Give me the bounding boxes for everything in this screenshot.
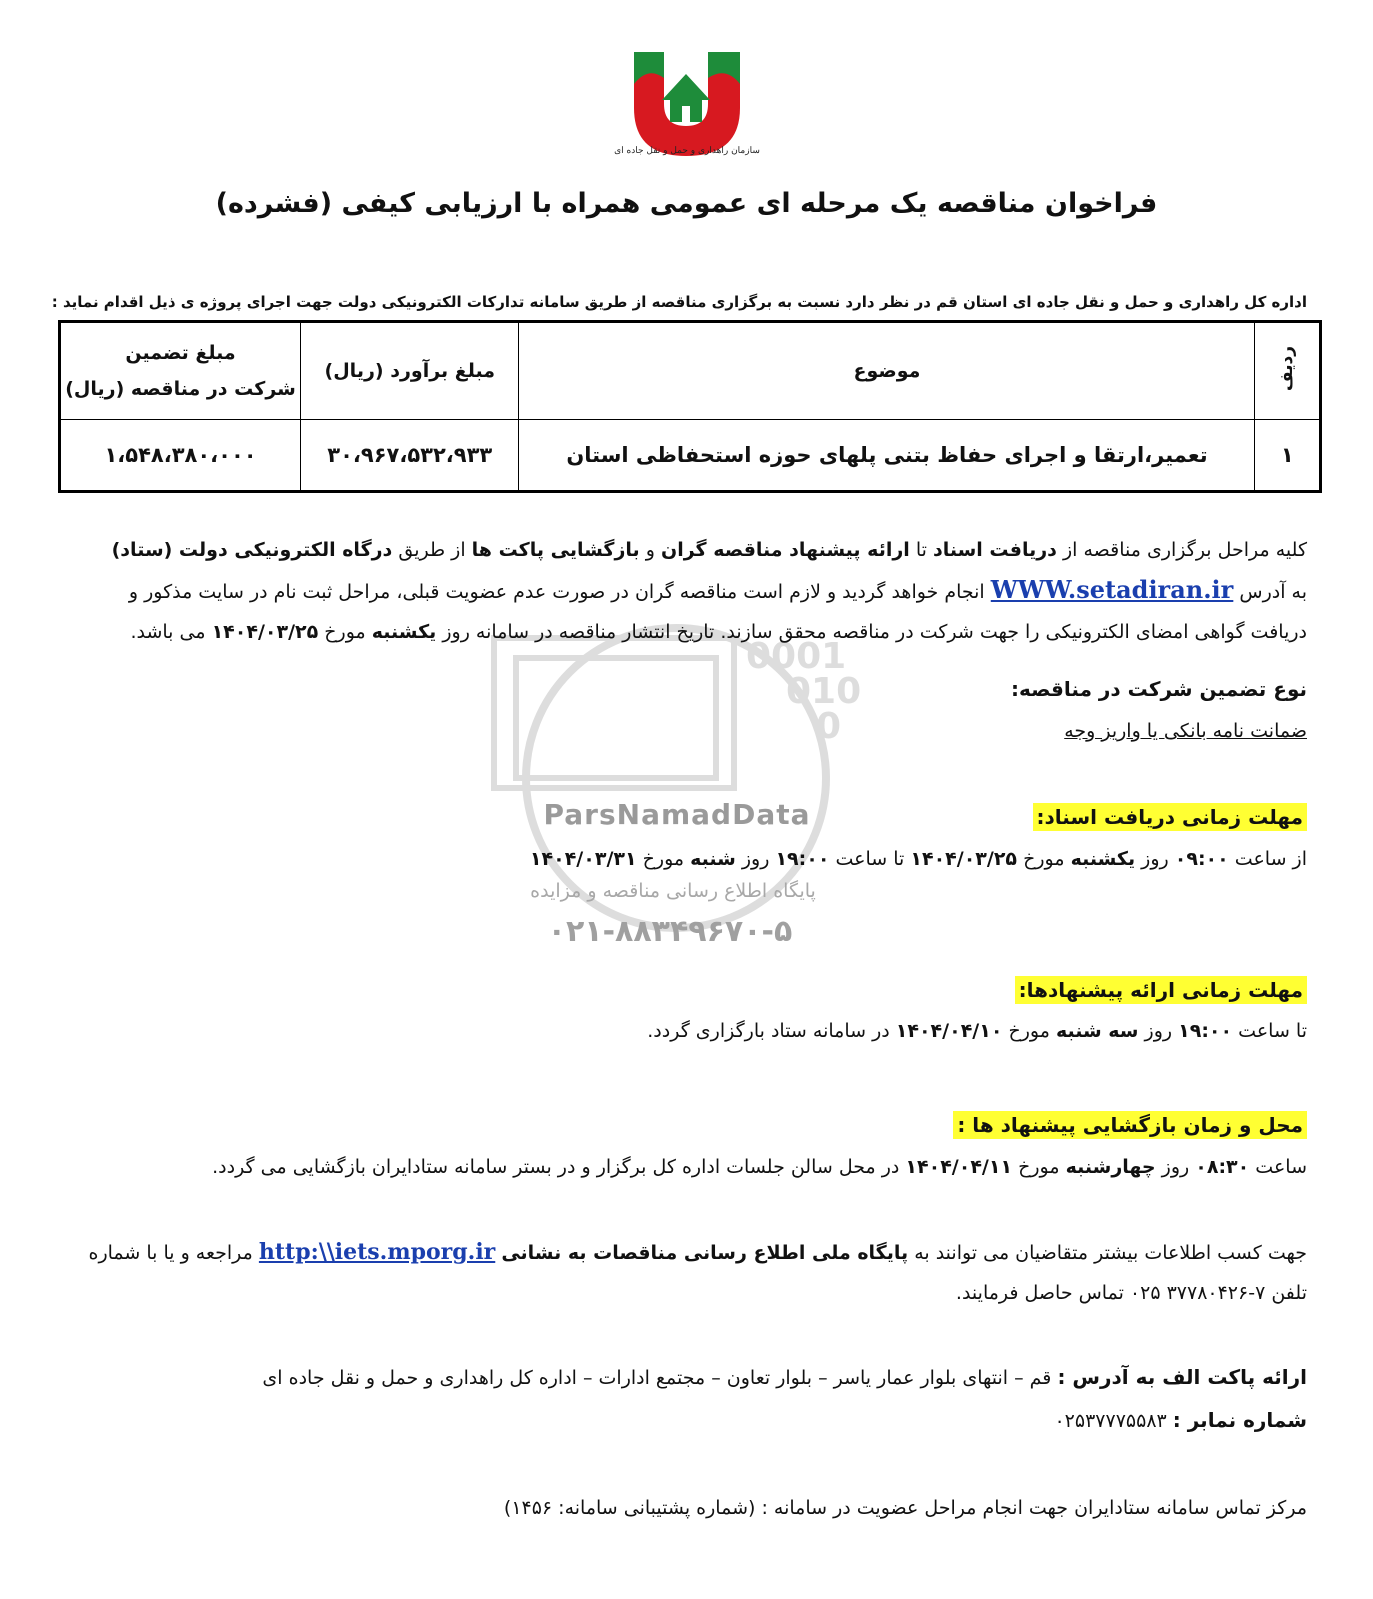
documents-deadline-heading: مهلت زمانی دریافت اسناد: (1033, 805, 1307, 829)
opening-heading: محل و زمان بازگشایی پیشنهاد ها : (953, 1113, 1307, 1137)
cell-row-number: ۱ (1255, 420, 1321, 492)
cell-estimate: ۳۰،۹۶۷،۵۳۲،۹۳۳ (301, 420, 519, 492)
watermark-subtitle: پایگاه اطلاع رسانی مناقصه و مزایده (530, 880, 816, 902)
svg-text:0: 0 (816, 706, 842, 747)
svg-text:0001: 0001 (746, 636, 847, 677)
svg-text:010: 010 (786, 671, 862, 712)
table-row (60, 420, 1321, 492)
stages-paragraph: کلیه مراحل برگزاری مناقصه از دریافت اسناد تا ارائه پیشنهاد مناقصه گران و بازگشایی پاکت ها از طریق درگاه الکترونیکی دولت (ستاد) به آدرس WWW.setadiran.ir انجام خواهد گردید و لازم است مناقصه گران در صورت عدم عضویت قبلی، مراحل ثبت نام در سایت مذکور و دریافت گواهی امضای الکترونیکی را جهت شرکت در مناقصه محقق سازند. تاریخ انتشار مناقصه در سامانه روز یکشنبه مورخ ۱۴۰۴/۰۳/۲۵ می باشد. (111, 539, 1307, 643)
header-subject: موضوع (519, 322, 1255, 420)
header-guarantee: مبلغ تضمین شرکت در مناقصه (ریال) (60, 322, 301, 420)
header-row-number: ردیف (1255, 322, 1321, 420)
setadiran-link[interactable]: WWW.setadiran.ir (990, 575, 1234, 604)
cell-subject: تعمیر،ارتقا و اجرای حفاظ بتنی پلهای حوزه استحفاظی استان (519, 420, 1255, 492)
page-title: فراخوان مناقصه یک مرحله ای عمومی همراه با ارزیابی کیفی (فشرده) (215, 188, 1158, 219)
guarantee-type-heading: نوع تضمین شرکت در مناقصه: (1010, 677, 1307, 701)
header-estimate: مبلغ برآورد (ریال) (301, 322, 519, 420)
offers-deadline-text: تا ساعت ۱۹:۰۰ روز سه شنبه مورخ ۱۴۰۴/۰۴/۱۰ در سامانه ستاد بارگزاری گردد. (647, 1020, 1307, 1042)
cell-guarantee: ۱،۵۴۸،۳۸۰،۰۰۰ (60, 420, 301, 492)
iets-link[interactable]: http:\\iets.mporg.ir (258, 1239, 496, 1265)
watermark-phone: ۰۲۱-۸۸۳۴۹۶۷۰-۵ (547, 914, 793, 949)
intro-text: اداره کل راهداری و حمل و نقل جاده ای استان قم در نظر دارد نسبت به برگزاری مناقصه از طریق سامانه تدارکات الکترونیکی دولت جهت اجرای پروژه ی ذیل اقدام نماید : (51, 293, 1307, 311)
support-line: مرکز تماس سامانه ستادایران جهت انجام مراحل عضویت در سامانه : (شماره پشتیبانی سامانه: ۱۴۵۶) (503, 1497, 1307, 1519)
info-paragraph: جهت کسب اطلاعات بیشتر متقاضیان می توانند به پایگاه ملی اطلاع رسانی مناقصات به نشانی http:\\iets.mporg.ir مراجعه و یا با شماره تلفن ۷-۳۷۷۸۰۴۲۶ ۰۲۵ تماس حاصل فرمایند. (88, 1239, 1307, 1304)
address-line: ارائه پاکت الف به آدرس : قم – انتهای بلوار عمار یاسر – بلوار تعاون – مجتمع ادارات – اداره کل راهداری و حمل و نقل جاده ای (262, 1365, 1307, 1389)
tender-table (58, 320, 1322, 493)
documents-deadline-text: از ساعت ۰۹:۰۰ روز یکشنبه مورخ ۱۴۰۴/۰۳/۲۵ تا ساعت ۱۹:۰۰ روز شنبه مورخ ۱۴۰۴/۰۳/۳۱ (529, 848, 1307, 870)
fax-line: شماره نمابر : ۰۲۵۳۷۷۷۵۵۸۳ (1054, 1408, 1307, 1432)
opening-text: ساعت ۰۸:۳۰ روز چهارشنبه مورخ ۱۴۰۴/۰۴/۱۱ در محل سالن جلسات اداره کل برگزار و در بستر سامانه ستادایران بازگشایی می گردد. (212, 1156, 1307, 1178)
watermark-brand: ParsNamadData (543, 798, 811, 831)
guarantee-type-value: ضمانت نامه بانکی یا واریز وجه (1064, 720, 1307, 742)
logo-caption: سازمان راهداری و حمل و نقل جاده ای (614, 146, 760, 156)
table-header-row (60, 322, 1321, 420)
offers-deadline-heading: مهلت زمانی ارائه پیشنهادها: (1015, 978, 1307, 1002)
